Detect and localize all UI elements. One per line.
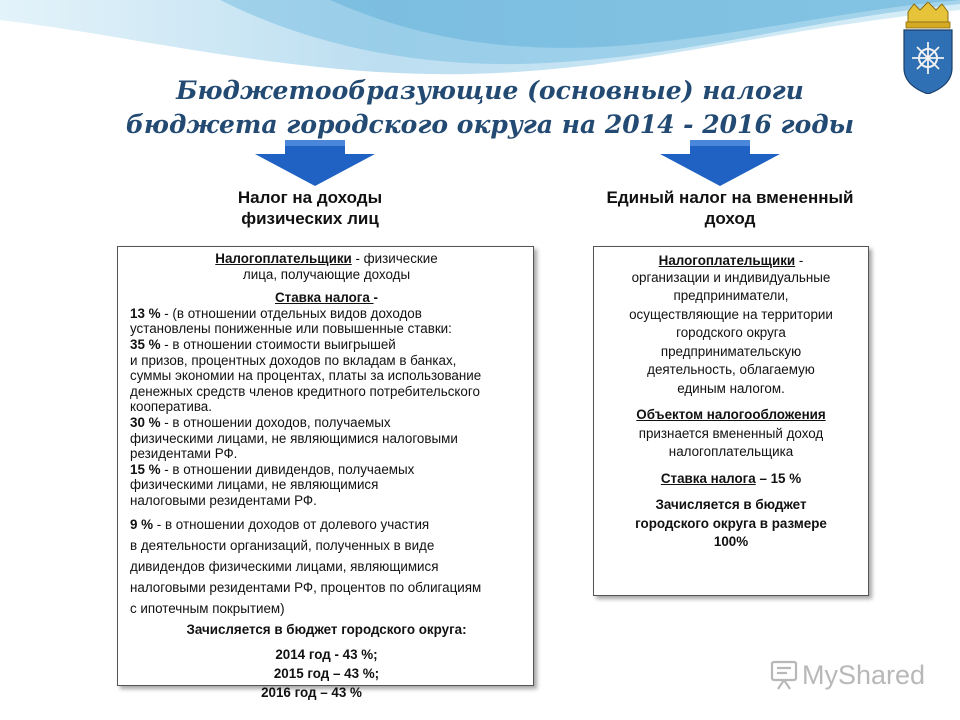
left-payers-text-2: лица, получающие доходы	[242, 266, 411, 282]
right-payers-line	[602, 253, 860, 269]
rate-9-text-5: с ипотечным покрытием)	[130, 600, 285, 616]
year-2014-share: 2014 год - 43 %;	[275, 646, 378, 662]
rate-9-text-3: дивидендов физическими лицами, являющимися	[130, 558, 439, 574]
right-payers-text-2: предприниматели,	[673, 288, 789, 304]
rate-15-line	[130, 462, 523, 478]
rate-35-text-4: денежных средств членов кредитного потребительского	[130, 383, 480, 399]
presentation-board-icon	[772, 662, 796, 689]
left-rate-line	[130, 290, 523, 306]
title-line-2: бюджета городского округа на 2014 - 2016 годы	[125, 110, 855, 139]
rate-30-text-2: физическими лицами, не являющимися налоговыми	[130, 430, 458, 446]
watermark-text: MyShared	[802, 660, 926, 690]
rate-30-text: - в отношении доходов, получаемых	[164, 414, 391, 430]
right-object-text-2: налогоплательщика	[668, 444, 794, 460]
page-title	[90, 74, 890, 142]
rate-13-text-2: установлены пониженные или повышенные ставки:	[130, 321, 452, 337]
right-credit-text-2: городского округа в размере	[635, 515, 827, 531]
left-payers-label: Налогоплательщики	[215, 251, 352, 266]
top-wave-decoration	[0, 0, 960, 80]
myshared-watermark	[768, 657, 928, 691]
rate-9-text-2: в деятельности организаций, полученных в виде	[130, 537, 435, 553]
right-rate-label: Ставка налога	[660, 470, 756, 486]
left-heading-line-1: Налог на доходы	[237, 188, 383, 207]
arrow-down-left-icon	[255, 140, 375, 186]
city-coat-of-arms-icon	[900, 2, 956, 94]
rate-13-pct: 13 %	[130, 305, 165, 321]
rate-9-line	[130, 514, 523, 535]
rate-13-line	[130, 306, 523, 322]
right-payers-text-4: городского округа	[676, 325, 786, 341]
left-column-heading	[205, 187, 415, 229]
left-rate-dash: -	[373, 290, 379, 306]
year-2016-share: 2016 год – 43 %	[261, 684, 362, 700]
year-2015-share: 2015 год – 43 %;	[273, 665, 380, 681]
right-rate-line	[602, 470, 860, 489]
right-payers-text-1: организации и индивидуальные	[631, 269, 831, 285]
rate-30-pct: 30 %	[130, 414, 165, 430]
rate-30-line	[130, 415, 523, 431]
right-rate-value: – 15 %	[755, 470, 802, 486]
right-object-label: Объектом налогообложения	[636, 407, 826, 423]
right-payers-text-6: деятельность, облагаемую	[647, 362, 815, 378]
left-heading-line-2: физических лиц	[241, 209, 379, 228]
arrow-down-right-icon	[660, 140, 780, 186]
left-payers-line	[130, 251, 523, 267]
right-payers-text-3: осуществляющие на территории	[629, 306, 833, 322]
right-heading-line-2: доход	[704, 209, 756, 228]
rate-15-text: - в отношении дивидендов, получаемых	[164, 461, 415, 477]
right-object-text-1: признается вмененный доход	[638, 425, 824, 441]
rate-9-text: - в отношении доходов от долевого участия	[156, 516, 430, 532]
right-payers-text-5: предпринимательскую	[660, 343, 802, 359]
right-column-heading	[585, 187, 875, 229]
right-payers-text-7: единым налогом.	[677, 380, 785, 396]
rate-35-text-3: суммы экономии на процентах, платы за использование	[130, 368, 482, 384]
left-payers-text-1: - физические	[351, 251, 438, 266]
rate-35-pct: 35 %	[130, 336, 165, 352]
right-payers-dash: -	[795, 253, 804, 268]
imputed-income-tax-box	[593, 246, 869, 596]
rate-15-text-2: физическими лицами, не являющимися	[130, 477, 379, 493]
personal-income-tax-box	[117, 246, 534, 700]
rate-9-text-4: налоговыми резидентами РФ, процентов по облигациям	[130, 579, 482, 595]
rate-30-text-3: резидентами РФ.	[130, 446, 238, 462]
right-credit-text-3: 100%	[713, 534, 749, 550]
rate-9-pct: 9 %	[130, 516, 157, 532]
rate-15-pct: 15 %	[130, 461, 165, 477]
rate-13-text: - (в отношении отдельных видов доходов	[164, 305, 422, 321]
left-credit-title: Зачисляется в бюджет городского округа:	[186, 621, 467, 637]
title-line-1: Бюджетообразующие (основные) налоги	[176, 76, 804, 105]
right-heading-line-1: Единый налог на вмененный	[606, 188, 854, 207]
rate-35-text-2: и призов, процентных доходов по вкладам в банках,	[130, 352, 457, 368]
rate-35-text-5: кооператива.	[130, 399, 212, 415]
right-credit-text-1: Зачисляется в бюджет	[655, 497, 807, 513]
rate-15-text-3: налоговыми резидентами РФ.	[130, 492, 317, 508]
rate-35-line	[130, 337, 523, 353]
left-rate-label: Ставка налога	[274, 290, 374, 306]
right-payers-label: Налогоплательщики	[658, 253, 796, 268]
rate-35-text: - в отношении стоимости выигрышей	[164, 336, 396, 352]
